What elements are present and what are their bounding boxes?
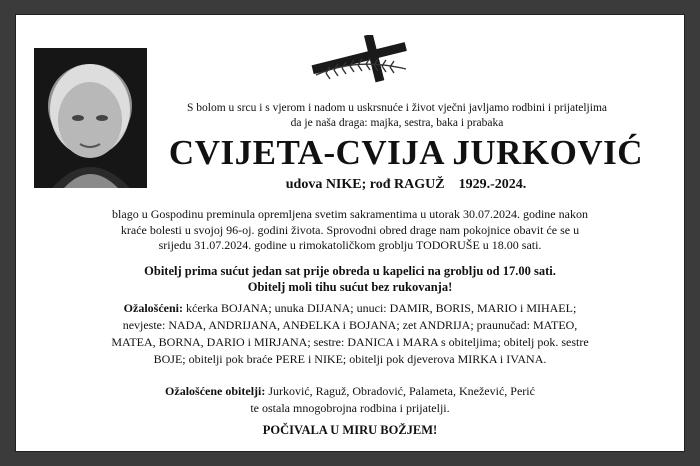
family-line <box>46 383 654 400</box>
body-line: kraće bolesti u svojoj 96-oj. godini života. Sprovodni obred drage nam pokojnice obavit će se u <box>120 222 580 237</box>
mourners-text: kćerka BOJANA; unuka DIJANA; unuci: DAMIR, BORIS, MARIO i MIHAEL; <box>183 301 577 315</box>
portrait-photo <box>34 48 147 188</box>
deceased-name: CVIJETA-CVIJA JURKOVIĆ <box>168 133 644 172</box>
family-line: te ostala mnogobrojna rodbina i prijatelji. <box>250 401 450 415</box>
mourners-label: Ožalošćeni: <box>123 301 183 315</box>
mourners-line: nevjeste: NADA, ANDRIJANA, ANĐELKA i BOJANA; zet ANDRIJA; praunučad: MATEO, <box>122 318 578 332</box>
closing-line: POČIVALA U MIRU BOŽJEM! <box>262 423 438 437</box>
family-text: Jurković, Raguž, Obradović, Palameta, Knežević, Perić <box>265 384 535 398</box>
intro-line: da je naša draga: majka, sestra, baka i prabaka <box>290 117 504 129</box>
subtitle <box>136 177 676 193</box>
mourners-line <box>46 300 654 317</box>
body-line: blago u Gospodinu preminula opremljena svetim sakramentima u utorak 30.07.2024. godine nakon <box>112 207 588 221</box>
cross-with-palm-icon <box>306 35 418 87</box>
quiet-condolence-notice: Obitelj moli tihu sućut bez rukovanja! <box>247 280 453 294</box>
life-years: 1929.-2024. <box>458 177 527 192</box>
mourners-line: MATEA, BORNA, DARIO i MIRJANA; sestre: DANICA i MARA s obiteljima; obitelj pok. sestre <box>111 335 589 349</box>
mourners-line: BOJE; obitelji pok braće PERE i NIKE; obitelji pok djeverova MIRKA i IVANA. <box>153 352 547 366</box>
families-list <box>46 383 654 417</box>
intro-line: S bolom u srcu i s vjerom i nadom u uskrsnuće i život vječni javljamo rodbini i prijateljima <box>187 102 607 114</box>
condolence-notice: Obitelj prima sućut jedan sat prije obreda u kapelici na groblju od 17.00 sati. <box>144 264 556 278</box>
maiden-name: udova NIKE; rođ RAGUŽ <box>285 177 445 192</box>
body-line: srijedu 31.07.2024. godine u rimokatoličkom groblju TODORUŠE u 18.00 sati. <box>158 238 542 252</box>
mourners-list <box>46 300 654 368</box>
obituary-card <box>16 15 684 451</box>
family-label: Ožalošćene obitelji: <box>165 384 266 398</box>
announcement-body <box>50 207 650 254</box>
intro-text <box>152 101 642 131</box>
